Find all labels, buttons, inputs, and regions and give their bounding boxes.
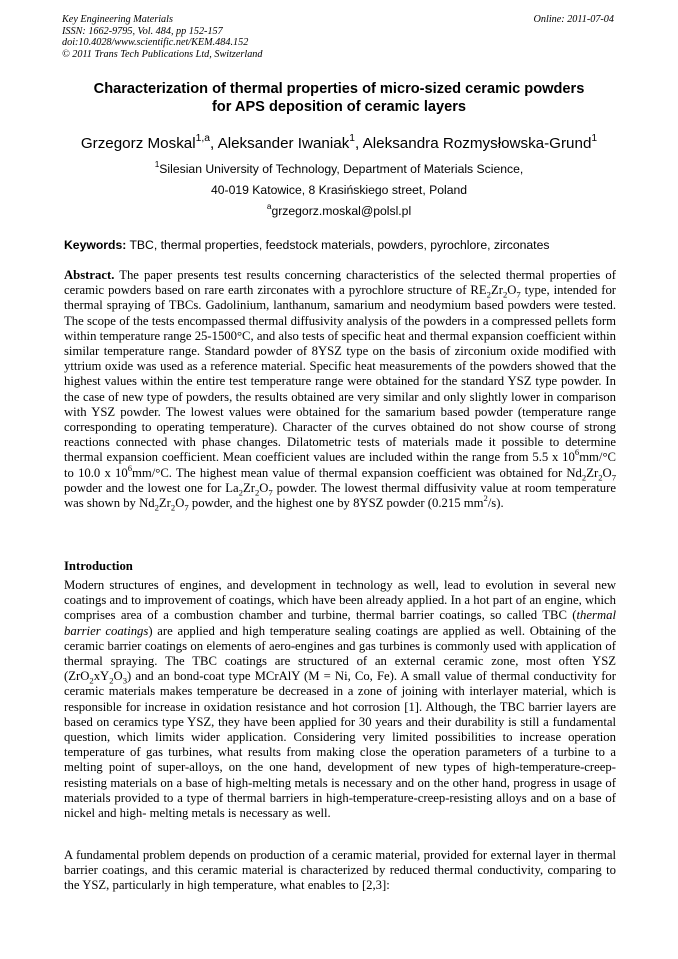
formula-part: Zr (586, 465, 599, 480)
formula-part: O (602, 465, 612, 480)
abstract-text: mm/°C to 10.0 x 10 (64, 450, 616, 480)
formula-part: Zr (242, 480, 255, 495)
superscript: 2 (483, 492, 488, 503)
formula-part: Zr (490, 283, 503, 298)
paper-title (40, 80, 638, 116)
abstract-text: type, intended for thermal spraying of TBCs. Gadolinium, lanthanum, samarium and neodymium based powders were tested. The scope of the tests encompassed thermal diffusivity analysis of the powders in a compressed pellets form within temperature range 25-1500°C, and also tests of specific heat and thermal expansion coefficient within similar temperature range. Standard powder of 8YSZ type on the basis of zirconium oxide modified with yttrium oxide was used as a reference material. Specific heat measurements of the powders showed that the highest values within the entire test temperature range were obtained for the standard YSZ type powder. In the case of new type of powders, the results obtained are very similar and only slightly lower in comparison with YSZ powder. The lowest values were obtained for the samarium based powder (temperature range corresponding to operating temperature). Character of the curves obtained do not show course of strong reactions connected with phase changes. Dilatometric tests of materials made it possible to determine thermal expansion coefficient. Mean coefficient values are included within the range from 5.5 x 10 (64, 283, 617, 465)
affiliation-text: Silesian University of Technology, Department of Materials Science, (159, 162, 524, 176)
introduction-paragraph-2 (64, 848, 616, 894)
author-separator: , (209, 135, 218, 152)
subscript: 2 (254, 487, 260, 498)
subscript: 7 (516, 289, 521, 300)
abstract-text: mm/°C. The highest mean value of thermal expansion coefficient was obtained for Nd (132, 465, 582, 480)
author-sup: 1,a (195, 132, 210, 144)
author-list (30, 134, 648, 153)
title-line-1: Characterization of thermal properties of micro-sized ceramic powders (93, 81, 585, 97)
title-line-2: for APS deposition of ceramic layers (211, 99, 467, 115)
subscript: 2 (89, 675, 94, 686)
abstract-text: The paper presents test results concerning characteristics of the selected thermal properties of ceramic powders based on rare earth zirconates with a pyrochlore structure of RE (64, 268, 616, 298)
formula-part: Zr (158, 496, 171, 511)
superscript: 6 (574, 447, 580, 458)
subscript: 2 (486, 289, 491, 300)
keywords-label: Keywords: (64, 238, 127, 252)
subscript: 2 (598, 472, 603, 483)
email-sup: a (266, 201, 272, 212)
affiliation-line-2: 40-019 Katowice, 8 Krasińskiego street, Poland (210, 183, 468, 197)
author-separator: , (355, 135, 363, 152)
abstract-label: Abstract. (64, 268, 115, 282)
subscript: 7 (184, 502, 189, 513)
subscript: 2 (238, 487, 243, 498)
abstract-text: powder. The lowest thermal diffusivity value at room temperature was shown by Nd (64, 480, 616, 511)
doi-line: doi:10.4028/www.scientific.net/KEM.484.152 (62, 37, 249, 48)
abstract-text: powder and the lowest one for La (64, 480, 239, 495)
subscript: 2 (581, 472, 587, 483)
subscript: 2 (170, 502, 176, 513)
email-line (40, 201, 638, 218)
intro-text: ) and an bond-coat type MCrAlY (M = Ni, Co, Fe). A small value of thermal conductivity for ceramic materials makes temperature be decreased in a zone of joining with interlayer material, which is responsible for increase in oxidation resistance and hot corrosion [1]. Although, the TBC barrier layers are based on ceramics type YSZ, they have been applied for 30 years and their durability is still a fundamental question, which limits wider application. Considering very limited possibilities to increase operation temperature of gas turbines, what results from making close the operation parameters of a turbine to a melting point of super-alloys, on the one hand, development of new types of high-temperature-creep-resisting materials on a base of high-melting metals is necessary and on the other hand, progress in usage of materials provided to a type of thermal barriers in high-temperature-creep-resisting alloys and on a base of nickel and high- melting metals is necessary as well. (64, 669, 616, 821)
abstract-text: /s). (487, 496, 504, 511)
section-heading-introduction: Introduction (64, 559, 133, 573)
subscript: 3 (122, 675, 127, 686)
formula-part: O (175, 496, 185, 511)
formula-part: O (507, 283, 517, 298)
online-date: Online: 2011-07-04 (533, 14, 614, 25)
affiliation-sup: 1 (154, 159, 160, 170)
superscript: 6 (127, 462, 132, 473)
author-sup: 1 (349, 132, 356, 144)
author-email: grzegorz.moskal@polsl.pl (271, 204, 412, 218)
subscript: 2 (154, 502, 159, 513)
author-name: Aleksander Iwaniak (217, 135, 350, 152)
keywords (64, 238, 620, 253)
subscript: 7 (268, 487, 273, 498)
intro-text: ) are applied and high temperature sealing coatings are applied as well. Obtaining of the ceramic barrier coatings on elements of aero-engines and gas turbines is commonly used with application of thermal spraying. The TBC coatings are structured of an external ceramic zone, most often YSZ (ZrO (64, 623, 616, 684)
intro-text: Modern structures of engines, and development in technology as well, lead to evolution in several new coatings and to improvement of coatings, which have been already applied. In a hot part of an engine, which comprises area of a combustion chamber and turbine, thermal barrier coatings, so called TBC ( (64, 578, 616, 623)
abstract (64, 268, 616, 511)
intro-text: A fundamental problem depends on production of a ceramic material, provided for external layer in thermal barrier coatings, and this ceramic material is characterized by reduced thermal conductivity, comparing to the YSZ, particularly in high temperature, what enables to [2,3]: (64, 848, 616, 893)
affiliation-line-1 (40, 159, 638, 176)
author-sup: 1 (591, 132, 598, 144)
subscript: 7 (611, 472, 616, 483)
subscript: 2 (502, 289, 508, 300)
issn-line: ISSN: 1662-9795, Vol. 484, pp 152-157 (62, 25, 223, 37)
formula-part: xY (93, 669, 110, 684)
copyright-line: © 2011 Trans Tech Publications Ltd, Switzerland (62, 48, 263, 60)
journal-header (62, 14, 618, 60)
subscript: 2 (109, 675, 114, 686)
formula-part: O (259, 480, 269, 495)
author-name: Grzegorz Moskal (80, 135, 196, 152)
journal-name: Key Engineering Materials (62, 14, 173, 25)
formula-part: O (113, 669, 123, 684)
author-name: Aleksandra Rozmysłowska-Grund (362, 135, 592, 152)
abstract-text: powder, and the highest one by 8YSZ powder (0.215 mm (188, 496, 484, 511)
keywords-text: TBC, thermal properties, feedstock materials, powders, pyrochlore, zirconates (126, 238, 550, 252)
introduction-paragraph-1 (64, 578, 616, 821)
intro-italic: thermal barrier coatings (64, 608, 616, 638)
